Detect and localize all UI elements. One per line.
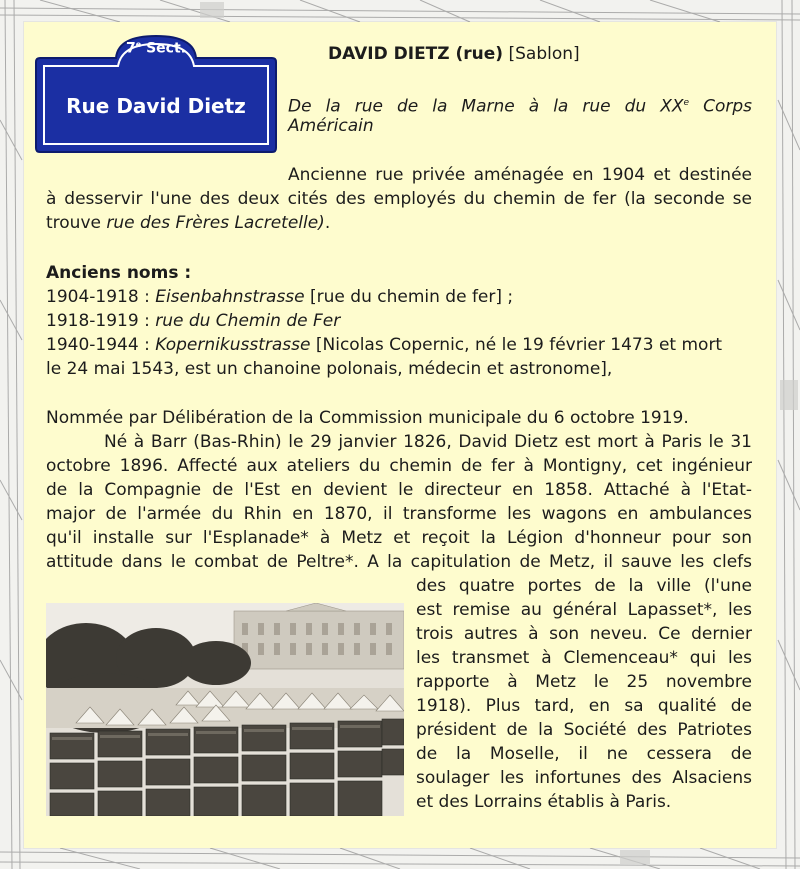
former-name-3: 1940-1944 : Kopernikusstrasse [Nicolas Copernic, né le 19 février 1473 et mort [46,335,723,355]
body-line-7: attitude dans le combat de Peltre*. A la capitulation de Metz, il sauve les clefs [46,552,752,572]
body-line-6: qu'il installe sur l'Esplanade* à Metz et reçoit la Légion d'honneur pour son [46,528,752,548]
historic-photo-wagons [46,603,404,816]
intro-line-3: trouve rue des Frères Lacretelle). [46,213,331,233]
body-line-2: Né à Barr (Bas-Rhin) le 29 janvier 1826, David Dietz est mort à Paris le 31 [104,432,752,452]
intro-line-1: Ancienne rue privée aménagée en 1904 et destinée [288,165,752,185]
body-line-16: soulager les infortunes des Alsaciens [416,768,752,788]
body-line-8: des quatre portes de la ville (l'une [416,576,752,596]
body-line-13: 1918). Plus tard, en sa qualité de [416,696,752,716]
intro-line-2: à desservir l'une des deux cités des employés du chemin de fer (la seconde se [46,189,752,209]
body-line-4: de la Compagnie de l'Est en devient le directeur en 1858. Attaché à l'Etat- [46,480,752,500]
former-name-1: 1904-1918 : Eisenbahnstrasse [rue du chemin de fer] ; [46,287,514,307]
body-line-14: président de la Société des Patriotes [416,720,752,740]
body-line-17: et des Lorrains établis à Paris. [416,792,672,812]
street-heading: DAVID DIETZ (rue) [Sablon] [328,44,580,64]
body-line-11: les transmet à Clemenceau* qui les [416,648,752,668]
body-line-10: trois autres à son neveu. Ce dernier [416,624,752,644]
street-sign [34,34,278,154]
sign-section: 7e Sect. [126,40,186,57]
body-line-12: rapporte à Metz le 25 novembre [416,672,752,692]
body-line-1: Nommée par Délibération de la Commission municipale du 6 octobre 1919. [46,408,689,428]
route-line-1: De la rue de la Marne à la rue du XXe Corps [288,96,752,117]
former-name-3-cont: le 24 mai 1543, est un chanoine polonais, médecin et astronome], [46,359,613,379]
body-line-15: de la Moselle, il ne cessera de [416,744,752,764]
body-line-9: est remise au général Lapasset*, les [416,600,752,620]
former-names-title: Anciens noms : [46,263,192,283]
former-name-2: 1918-1919 : rue du Chemin de Fer [46,311,341,331]
body-line-3: octobre 1896. Affecté aux ateliers du chemin de fer à Montigny, cet ingénieur [46,456,752,476]
sign-street-name: Rue David Dietz [66,94,246,118]
route-line-2: Américain [288,116,374,136]
body-line-5: major de l'armée du Rhin en 1870, il transforme les wagons en ambulances [46,504,752,524]
